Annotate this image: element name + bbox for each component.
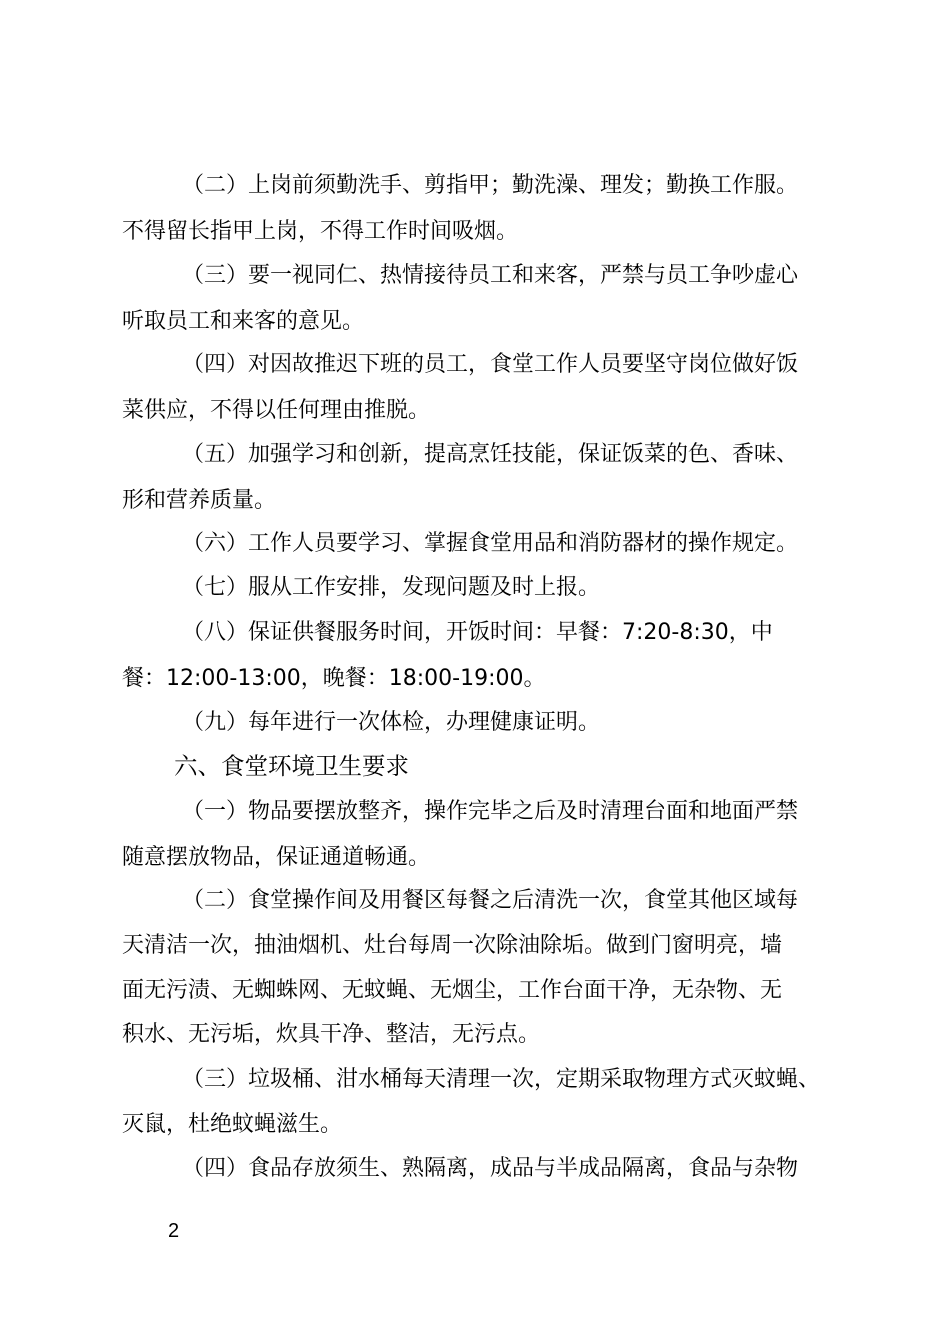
text-line: 随意摆放物品，保证通道畅通。 <box>122 845 431 870</box>
text-line: 餐：12:00-13:00，晚餐：18:00-19:00。 <box>122 666 546 691</box>
text-line: 听取员工和来客的意见。 <box>122 309 365 334</box>
text-line: （九）每年进行一次体检，办理健康证明。 <box>182 710 601 735</box>
text-line: 形和营养质量。 <box>122 488 277 513</box>
text-line: （二）食堂操作间及用餐区每餐之后清洗一次，食堂其他区域每 <box>182 888 799 913</box>
text-line: （五）加强学习和创新，提高烹饪技能，保证饭菜的色、香味、 <box>182 442 799 467</box>
text-line: （七）服从工作安排，发现问题及时上报。 <box>182 575 601 600</box>
text-line: （一）物品要摆放整齐，操作完毕之后及时清理台面和地面严禁 <box>182 799 799 824</box>
text-line: 面无污渍、无蜘蛛网、无蚊蝇、无烟尘，工作台面干净，无杂物、无 <box>122 978 783 1003</box>
text-line: （四）对因故推迟下班的员工，食堂工作人员要坚守岗位做好饭 <box>182 352 799 377</box>
text-line: 天清洁一次，抽油烟机、灶台每周一次除油除垢。做到门窗明亮，墙 <box>122 933 783 958</box>
page-number: 2 <box>168 1220 180 1242</box>
text-line: （八）保证供餐服务时间，开饭时间：早餐：7:20-8:30，中 <box>182 620 773 645</box>
text-line: （三）垃圾桶、泔水桶每天清理一次，定期采取物理方式灭蚊蝇、 <box>182 1067 821 1092</box>
text-line: （二）上岗前须勤洗手、剪指甲；勤洗澡、理发；勤换工作服。 <box>182 173 799 198</box>
section-heading: 六、食堂环境卫生要求 <box>174 752 409 780</box>
text-line: 菜供应，不得以任何理由推脱。 <box>122 398 431 423</box>
text-line: 不得留长指甲上岗，不得工作时间吸烟。 <box>122 219 519 244</box>
text-line: 灭鼠，杜绝蚊蝇滋生。 <box>122 1112 343 1137</box>
text-line: 积水、无污垢，炊具干净、整洁，无污点。 <box>122 1022 541 1047</box>
text-line: （六）工作人员要学习、掌握食堂用品和消防器材的操作规定。 <box>182 531 799 556</box>
text-line: （四）食品存放须生、熟隔离，成品与半成品隔离，食品与杂物 <box>182 1156 799 1181</box>
text-line: （三）要一视同仁、热情接待员工和来客，严禁与员工争吵虚心 <box>182 263 799 288</box>
